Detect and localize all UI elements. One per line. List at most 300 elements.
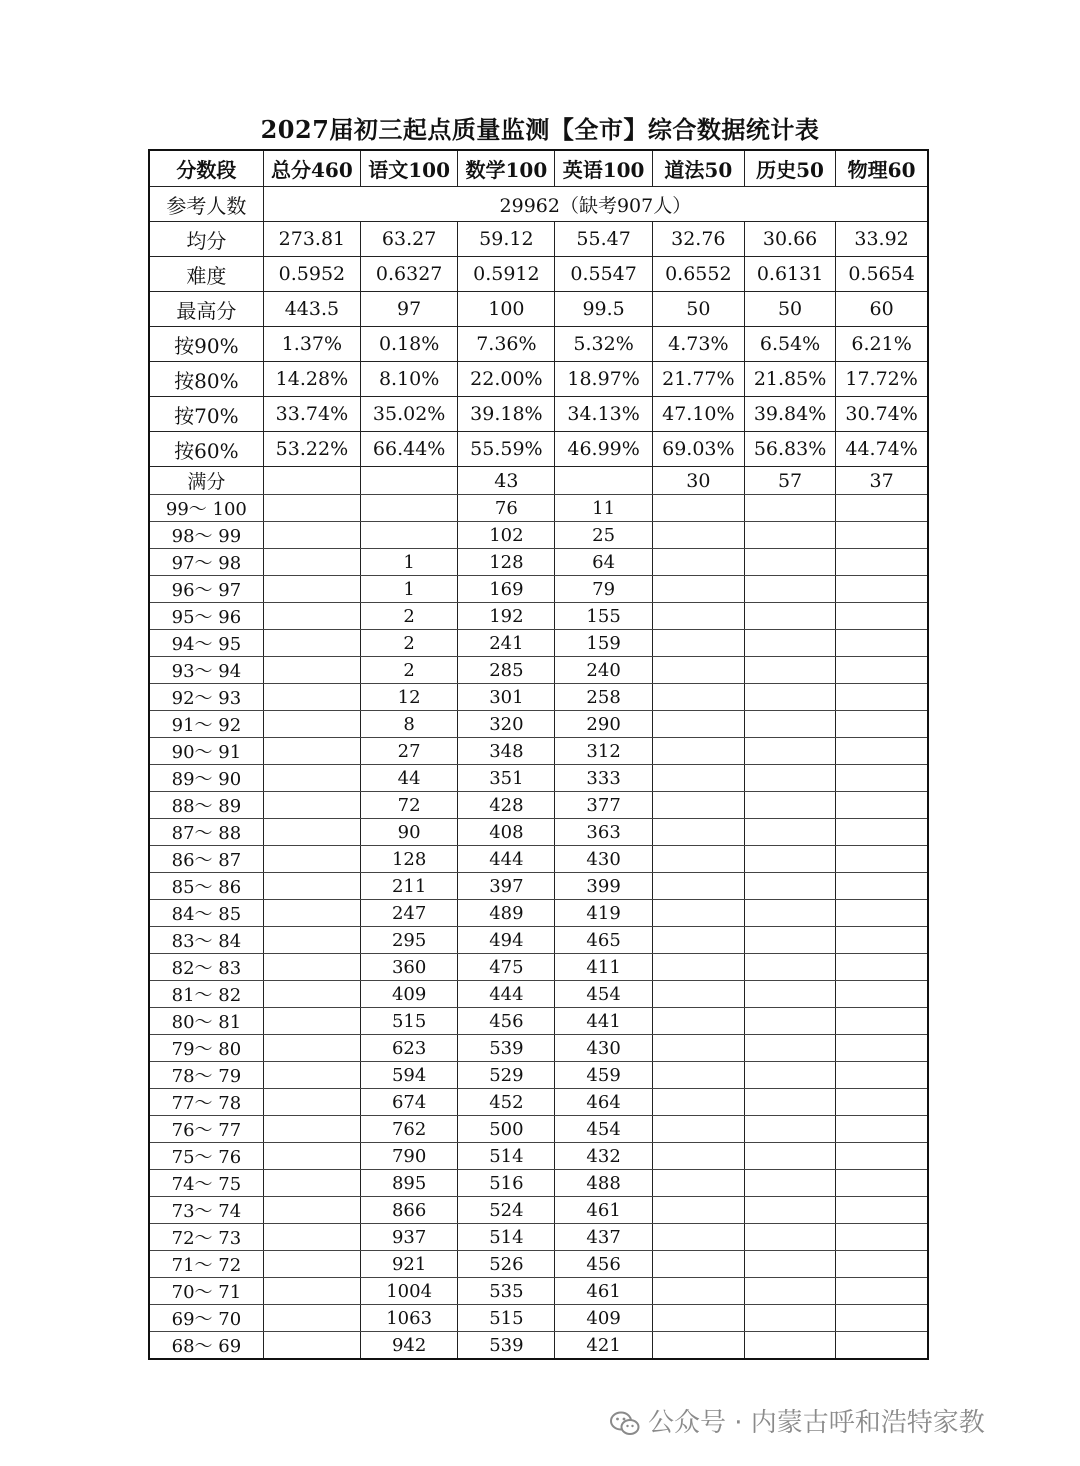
- data-cell: [652, 1062, 744, 1089]
- data-cell: 33.92: [836, 222, 928, 257]
- page-title: 2027届初三起点质量监测【全市】综合数据统计表: [260, 115, 820, 144]
- row-label: 95～ 96: [149, 603, 263, 630]
- data-cell: [263, 495, 360, 522]
- row-label: 按60%: [149, 432, 263, 467]
- data-cell: 942: [361, 1332, 458, 1360]
- row-label: 97～ 98: [149, 549, 263, 576]
- data-cell: 333: [555, 765, 652, 792]
- data-cell: [744, 1089, 835, 1116]
- data-cell: 66.44%: [361, 432, 458, 467]
- data-cell: [652, 1035, 744, 1062]
- data-cell: [652, 1116, 744, 1143]
- watermark: [610, 1402, 1060, 1442]
- data-cell: 921: [361, 1251, 458, 1278]
- data-cell: 30.74%: [836, 397, 928, 432]
- data-cell: 1004: [361, 1278, 458, 1305]
- row-label: 均分: [149, 222, 263, 257]
- data-cell: [263, 630, 360, 657]
- data-cell: 72: [361, 792, 458, 819]
- data-cell: [555, 467, 652, 495]
- data-cell: 464: [555, 1089, 652, 1116]
- data-cell: [744, 1143, 835, 1170]
- score-band-row: [149, 1251, 928, 1278]
- data-cell: [263, 1224, 360, 1251]
- data-cell: 526: [458, 1251, 555, 1278]
- header-cell: 分数段: [149, 150, 263, 187]
- score-band-row: [149, 1305, 928, 1332]
- row-label: 77～ 78: [149, 1089, 263, 1116]
- data-cell: 409: [555, 1305, 652, 1332]
- data-cell: [836, 819, 928, 846]
- statistics-table: [148, 149, 929, 1360]
- data-cell: [361, 467, 458, 495]
- summary-row: [149, 432, 928, 467]
- row-label: 94～ 95: [149, 630, 263, 657]
- data-cell: [652, 1305, 744, 1332]
- data-cell: [652, 711, 744, 738]
- data-cell: [836, 1224, 928, 1251]
- data-cell: 363: [555, 819, 652, 846]
- row-label: 参考人数: [149, 187, 263, 222]
- data-cell: 515: [458, 1305, 555, 1332]
- data-cell: [744, 630, 835, 657]
- data-cell: [263, 1197, 360, 1224]
- data-cell: 539: [458, 1332, 555, 1360]
- data-cell: 762: [361, 1116, 458, 1143]
- data-cell: 63.27: [361, 222, 458, 257]
- data-cell: [744, 549, 835, 576]
- data-cell: 1: [361, 576, 458, 603]
- participants-value: 29962（缺考907人）: [263, 187, 928, 222]
- data-cell: [361, 522, 458, 549]
- data-cell: 437: [555, 1224, 652, 1251]
- score-band-row: [149, 549, 928, 576]
- row-label: 99～ 100: [149, 495, 263, 522]
- data-cell: [836, 1062, 928, 1089]
- data-cell: [744, 657, 835, 684]
- data-cell: [836, 657, 928, 684]
- data-cell: 301: [458, 684, 555, 711]
- data-cell: [836, 954, 928, 981]
- score-band-row: [149, 1143, 928, 1170]
- score-band-row: [149, 1089, 928, 1116]
- data-cell: [744, 1251, 835, 1278]
- data-cell: 0.5654: [836, 257, 928, 292]
- data-cell: 30: [652, 467, 744, 495]
- data-cell: 0.6552: [652, 257, 744, 292]
- data-cell: 461: [555, 1197, 652, 1224]
- data-cell: [836, 1143, 928, 1170]
- data-cell: [836, 684, 928, 711]
- data-cell: 441: [555, 1008, 652, 1035]
- data-cell: [263, 603, 360, 630]
- data-cell: 240: [555, 657, 652, 684]
- data-cell: 475: [458, 954, 555, 981]
- data-cell: 76: [458, 495, 555, 522]
- data-cell: 59.12: [458, 222, 555, 257]
- row-label: 72～ 73: [149, 1224, 263, 1251]
- data-cell: 454: [555, 981, 652, 1008]
- data-cell: [263, 927, 360, 954]
- data-cell: [263, 1116, 360, 1143]
- data-cell: [263, 981, 360, 1008]
- data-cell: 21.77%: [652, 362, 744, 397]
- data-cell: [263, 900, 360, 927]
- data-cell: [836, 1116, 928, 1143]
- data-cell: [744, 1170, 835, 1197]
- data-cell: 211: [361, 873, 458, 900]
- data-cell: 12: [361, 684, 458, 711]
- data-cell: [744, 846, 835, 873]
- data-cell: [263, 792, 360, 819]
- data-cell: 514: [458, 1224, 555, 1251]
- data-cell: 0.18%: [361, 327, 458, 362]
- data-cell: [744, 711, 835, 738]
- data-cell: [836, 1305, 928, 1332]
- data-cell: [652, 1089, 744, 1116]
- data-cell: [836, 630, 928, 657]
- data-cell: [836, 1008, 928, 1035]
- data-cell: 461: [555, 1278, 652, 1305]
- header-cell: 总分460: [263, 150, 360, 187]
- header-cell: 道法50: [652, 150, 744, 187]
- data-cell: [652, 1278, 744, 1305]
- row-label: 76～ 77: [149, 1116, 263, 1143]
- score-band-row: [149, 603, 928, 630]
- data-cell: 866: [361, 1197, 458, 1224]
- data-cell: 2: [361, 657, 458, 684]
- data-cell: [744, 765, 835, 792]
- wechat-icon: [610, 1411, 640, 1437]
- data-cell: [836, 927, 928, 954]
- header-cell: 物理60: [836, 150, 928, 187]
- data-cell: 6.54%: [744, 327, 835, 362]
- data-cell: 6.21%: [836, 327, 928, 362]
- data-cell: 46.99%: [555, 432, 652, 467]
- row-label: 83～ 84: [149, 927, 263, 954]
- data-cell: [836, 792, 928, 819]
- data-cell: [836, 711, 928, 738]
- score-band-row: [149, 738, 928, 765]
- row-label: 93～ 94: [149, 657, 263, 684]
- score-band-row: [149, 1278, 928, 1305]
- data-cell: [836, 576, 928, 603]
- row-label: 84～ 85: [149, 900, 263, 927]
- data-cell: [263, 1035, 360, 1062]
- summary-row: [149, 257, 928, 292]
- data-cell: 459: [555, 1062, 652, 1089]
- data-cell: [652, 927, 744, 954]
- data-cell: 7.36%: [458, 327, 555, 362]
- data-cell: 0.5952: [263, 257, 360, 292]
- data-cell: [836, 846, 928, 873]
- data-cell: [263, 954, 360, 981]
- data-cell: [652, 549, 744, 576]
- data-cell: 47.10%: [652, 397, 744, 432]
- data-cell: [263, 1251, 360, 1278]
- participants-row: [149, 187, 928, 222]
- data-cell: [836, 981, 928, 1008]
- data-cell: 33.74%: [263, 397, 360, 432]
- score-band-row: [149, 576, 928, 603]
- data-cell: 594: [361, 1062, 458, 1089]
- score-band-row: [149, 819, 928, 846]
- data-cell: [652, 684, 744, 711]
- data-cell: 452: [458, 1089, 555, 1116]
- data-cell: 454: [555, 1116, 652, 1143]
- score-band-row: [149, 1062, 928, 1089]
- data-cell: [652, 819, 744, 846]
- data-cell: [836, 900, 928, 927]
- data-cell: [744, 873, 835, 900]
- data-cell: 515: [361, 1008, 458, 1035]
- data-cell: 408: [458, 819, 555, 846]
- data-cell: 35.02%: [361, 397, 458, 432]
- data-cell: 99.5: [555, 292, 652, 327]
- row-label: 78～ 79: [149, 1062, 263, 1089]
- data-cell: 102: [458, 522, 555, 549]
- data-cell: [836, 1332, 928, 1360]
- score-band-row: [149, 900, 928, 927]
- data-cell: 50: [652, 292, 744, 327]
- data-cell: 64: [555, 549, 652, 576]
- data-cell: [652, 576, 744, 603]
- data-cell: [263, 1008, 360, 1035]
- data-cell: 1063: [361, 1305, 458, 1332]
- data-cell: 37: [836, 467, 928, 495]
- data-cell: [652, 900, 744, 927]
- score-band-row: [149, 873, 928, 900]
- data-cell: [652, 630, 744, 657]
- data-cell: 937: [361, 1224, 458, 1251]
- row-label: 81～ 82: [149, 981, 263, 1008]
- score-band-row: [149, 1008, 928, 1035]
- data-cell: [744, 1008, 835, 1035]
- data-cell: 500: [458, 1116, 555, 1143]
- data-cell: [263, 657, 360, 684]
- data-cell: [744, 1305, 835, 1332]
- data-cell: 192: [458, 603, 555, 630]
- data-cell: [263, 1062, 360, 1089]
- row-label: 85～ 86: [149, 873, 263, 900]
- data-cell: [836, 1278, 928, 1305]
- data-cell: [836, 738, 928, 765]
- data-cell: 0.6131: [744, 257, 835, 292]
- data-cell: 430: [555, 1035, 652, 1062]
- score-band-row: [149, 684, 928, 711]
- data-cell: 44: [361, 765, 458, 792]
- data-cell: [263, 1170, 360, 1197]
- data-cell: 22.00%: [458, 362, 555, 397]
- score-band-row: [149, 846, 928, 873]
- data-cell: 128: [361, 846, 458, 873]
- data-cell: 360: [361, 954, 458, 981]
- data-cell: [263, 1305, 360, 1332]
- data-cell: 623: [361, 1035, 458, 1062]
- summary-row: [149, 222, 928, 257]
- data-cell: 312: [555, 738, 652, 765]
- row-label: 70～ 71: [149, 1278, 263, 1305]
- data-cell: 128: [458, 549, 555, 576]
- score-band-row: [149, 522, 928, 549]
- data-cell: 0.6327: [361, 257, 458, 292]
- data-cell: [744, 522, 835, 549]
- data-cell: 430: [555, 846, 652, 873]
- data-cell: [744, 576, 835, 603]
- data-cell: 21.85%: [744, 362, 835, 397]
- data-cell: [652, 792, 744, 819]
- data-cell: [652, 522, 744, 549]
- data-cell: 169: [458, 576, 555, 603]
- data-cell: [652, 603, 744, 630]
- data-cell: [744, 603, 835, 630]
- data-cell: 30.66: [744, 222, 835, 257]
- data-cell: 397: [458, 873, 555, 900]
- data-cell: 39.84%: [744, 397, 835, 432]
- data-cell: 4.73%: [652, 327, 744, 362]
- data-cell: [836, 603, 928, 630]
- data-cell: [263, 549, 360, 576]
- row-label: 90～ 91: [149, 738, 263, 765]
- data-cell: [744, 738, 835, 765]
- data-cell: [263, 1332, 360, 1360]
- row-label: 91～ 92: [149, 711, 263, 738]
- data-cell: 444: [458, 846, 555, 873]
- header-cell: 英语100: [555, 150, 652, 187]
- score-band-row: [149, 792, 928, 819]
- data-cell: 516: [458, 1170, 555, 1197]
- data-cell: [263, 819, 360, 846]
- data-cell: [361, 495, 458, 522]
- data-cell: 90: [361, 819, 458, 846]
- data-cell: [744, 819, 835, 846]
- data-cell: 25: [555, 522, 652, 549]
- summary-row: [149, 292, 928, 327]
- data-cell: 419: [555, 900, 652, 927]
- data-cell: [263, 738, 360, 765]
- data-cell: [836, 1089, 928, 1116]
- row-label: 96～ 97: [149, 576, 263, 603]
- data-cell: [652, 765, 744, 792]
- data-cell: 34.13%: [555, 397, 652, 432]
- data-cell: [744, 1224, 835, 1251]
- summary-row: [149, 397, 928, 432]
- data-cell: [263, 711, 360, 738]
- data-cell: 351: [458, 765, 555, 792]
- data-cell: [652, 1008, 744, 1035]
- data-cell: 488: [555, 1170, 652, 1197]
- data-cell: 443.5: [263, 292, 360, 327]
- score-band-row: [149, 981, 928, 1008]
- data-cell: [652, 1197, 744, 1224]
- data-cell: 494: [458, 927, 555, 954]
- row-label: 难度: [149, 257, 263, 292]
- header-cell: 数学100: [458, 150, 555, 187]
- data-cell: [744, 792, 835, 819]
- data-cell: [744, 1278, 835, 1305]
- data-cell: 539: [458, 1035, 555, 1062]
- data-cell: 0.5547: [555, 257, 652, 292]
- full-score-row: [149, 467, 928, 495]
- data-cell: [652, 738, 744, 765]
- score-band-row: [149, 1197, 928, 1224]
- data-cell: [263, 684, 360, 711]
- data-cell: 241: [458, 630, 555, 657]
- data-cell: [652, 1143, 744, 1170]
- row-label: 87～ 88: [149, 819, 263, 846]
- data-cell: [836, 1035, 928, 1062]
- data-cell: 456: [458, 1008, 555, 1035]
- data-cell: 32.76: [652, 222, 744, 257]
- data-cell: 60: [836, 292, 928, 327]
- data-cell: [744, 684, 835, 711]
- data-cell: 11: [555, 495, 652, 522]
- data-cell: [263, 467, 360, 495]
- data-cell: [744, 1332, 835, 1360]
- row-label: 按80%: [149, 362, 263, 397]
- data-cell: 444: [458, 981, 555, 1008]
- data-cell: 348: [458, 738, 555, 765]
- data-cell: 14.28%: [263, 362, 360, 397]
- data-cell: [652, 846, 744, 873]
- score-band-row: [149, 1116, 928, 1143]
- data-cell: 5.32%: [555, 327, 652, 362]
- row-label: 71～ 72: [149, 1251, 263, 1278]
- data-cell: [836, 1197, 928, 1224]
- data-cell: 1.37%: [263, 327, 360, 362]
- summary-row: [149, 327, 928, 362]
- data-cell: 56.83%: [744, 432, 835, 467]
- data-cell: 57: [744, 467, 835, 495]
- data-cell: [652, 657, 744, 684]
- row-label: 88～ 89: [149, 792, 263, 819]
- data-cell: 524: [458, 1197, 555, 1224]
- data-cell: [836, 1170, 928, 1197]
- watermark-text: 公众号 · 内蒙古呼和浩特家教: [648, 1408, 985, 1438]
- data-cell: [652, 954, 744, 981]
- row-label: 按90%: [149, 327, 263, 362]
- data-cell: 290: [555, 711, 652, 738]
- data-cell: 43: [458, 467, 555, 495]
- data-cell: 790: [361, 1143, 458, 1170]
- data-cell: 97: [361, 292, 458, 327]
- summary-row: [149, 362, 928, 397]
- data-cell: 69.03%: [652, 432, 744, 467]
- data-cell: 411: [555, 954, 652, 981]
- data-cell: 79: [555, 576, 652, 603]
- data-cell: 320: [458, 711, 555, 738]
- data-cell: [836, 1251, 928, 1278]
- row-label: 89～ 90: [149, 765, 263, 792]
- data-cell: 535: [458, 1278, 555, 1305]
- row-label: 最高分: [149, 292, 263, 327]
- data-cell: 8.10%: [361, 362, 458, 397]
- row-label: 98～ 99: [149, 522, 263, 549]
- data-cell: [836, 495, 928, 522]
- data-cell: 17.72%: [836, 362, 928, 397]
- data-cell: [652, 1332, 744, 1360]
- data-cell: [744, 1197, 835, 1224]
- score-band-row: [149, 954, 928, 981]
- data-cell: 285: [458, 657, 555, 684]
- data-cell: [652, 873, 744, 900]
- data-cell: [744, 1062, 835, 1089]
- data-cell: 273.81: [263, 222, 360, 257]
- data-cell: 674: [361, 1089, 458, 1116]
- data-cell: [836, 522, 928, 549]
- score-band-row: [149, 1170, 928, 1197]
- data-cell: [744, 900, 835, 927]
